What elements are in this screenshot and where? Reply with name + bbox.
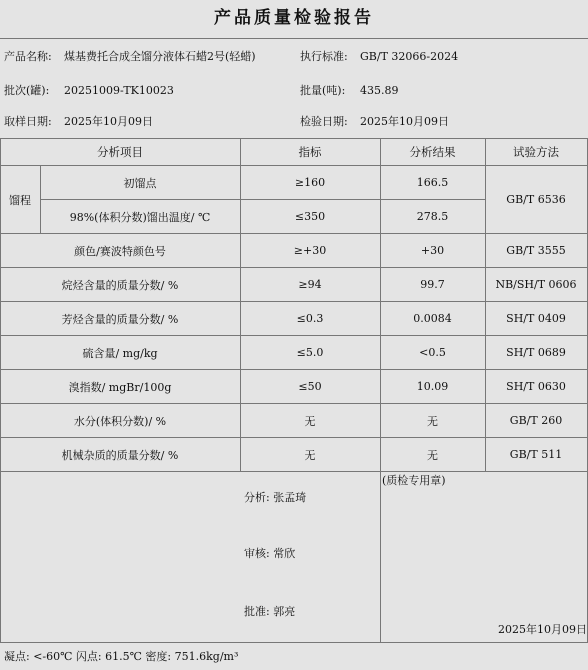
sample-date-value: 2025年10月09日 (64, 115, 153, 128)
test-date-label: 检验日期: (300, 115, 348, 128)
table-row-result: 10.09 (416, 380, 449, 393)
analyst-signature: 分析: 张孟琦 (244, 491, 307, 504)
quantity-value: 435.89 (360, 84, 399, 97)
signature-bottom-border (0, 642, 588, 643)
header-spec: 指标 (298, 145, 322, 159)
table-row-spec: ≤50 (298, 380, 322, 393)
table-row-item: 水分(体积分数)/ % (73, 414, 167, 428)
sample-date-label: 取样日期: (4, 115, 52, 128)
table-row-method: SH/T 0630 (506, 380, 566, 393)
product-label: 产品名称: (4, 50, 52, 63)
report-date: 2025年10月09日 (498, 623, 587, 636)
table-row-method: GB/T 511 (509, 448, 563, 461)
row-divider (0, 471, 588, 472)
table-row-item: 溴指数/ mgBr/100g (68, 380, 172, 394)
standard-value: GB/T 32066-2024 (360, 50, 459, 63)
test-date-value: 2025年10月09日 (360, 115, 449, 128)
table-row-spec: ≥94 (298, 278, 322, 291)
table-row-spec: ≤0.3 (296, 312, 324, 325)
table-row-method: NB/SH/T 0606 (495, 278, 577, 291)
table-row-result: 无 (427, 448, 438, 462)
table-row-result: +30 (420, 244, 445, 257)
quantity-label: 批量(吨): (300, 84, 346, 97)
header-method: 试验方法 (513, 145, 559, 159)
table-row-result: 0.0084 (413, 312, 452, 325)
table-row-spec: ≥160 (294, 176, 326, 189)
stamp-label: (质检专用章) (382, 474, 446, 487)
footer-properties: 凝点: <-60℃ 闪点: 61.5℃ 密度: 751.6kg/m³ (4, 650, 239, 663)
table-row-method: GB/T 260 (509, 414, 563, 427)
table-row-item: 硫含量/ mg/kg (82, 346, 158, 360)
table-row-item: 机械杂质的质量分数/ % (61, 448, 179, 462)
table-row-result: <0.5 (419, 346, 446, 359)
table-row-item: 初馏点 (123, 176, 157, 190)
table-row-spec: ≥+30 (293, 244, 327, 257)
table-row-method: SH/T 0409 (506, 312, 566, 325)
batch-label: 批次(罐): (4, 84, 50, 97)
header-result: 分析结果 (409, 145, 456, 159)
standard-label: 执行标准: (300, 50, 348, 63)
table-row-result: 278.5 (416, 210, 449, 223)
title-divider (0, 38, 588, 39)
table-row-result: 无 (427, 414, 438, 428)
batch-value: 20251009-TK10023 (64, 84, 174, 97)
header-item: 分析项目 (97, 145, 143, 159)
table-row-item: 烷烃含量的质量分数/ % (61, 278, 179, 292)
report-title: 产品质量检验报告 (214, 8, 374, 28)
table-row-result: 99.7 (420, 278, 445, 291)
table-row-method: GB/T 6536 (506, 193, 566, 206)
approver-signature: 批准: 郭亮 (244, 605, 296, 618)
product-value: 煤基费托合成全馏分液体石蜡2号(轻蜡) (64, 50, 256, 63)
reviewer-signature: 审核: 常欣 (244, 547, 296, 560)
table-row-spec: ≤5.0 (296, 346, 324, 359)
table-row-method: GB/T 3555 (506, 244, 566, 257)
table-row-spec: 无 (304, 448, 316, 462)
table-row-item: 颜色/赛波特颜色号 (74, 244, 166, 258)
table-row-spec: 无 (304, 414, 316, 428)
table-row-item: 芳烃含量的质量分数/ % (61, 312, 179, 326)
table-row-item: 98%(体积分数)馏出温度/ ℃ (69, 210, 211, 224)
distill-group-label: 馏程 (9, 193, 31, 207)
table-row-method: SH/T 0689 (506, 346, 566, 359)
table-row-result: 166.5 (416, 176, 449, 189)
table-row-spec: ≤350 (294, 210, 326, 223)
